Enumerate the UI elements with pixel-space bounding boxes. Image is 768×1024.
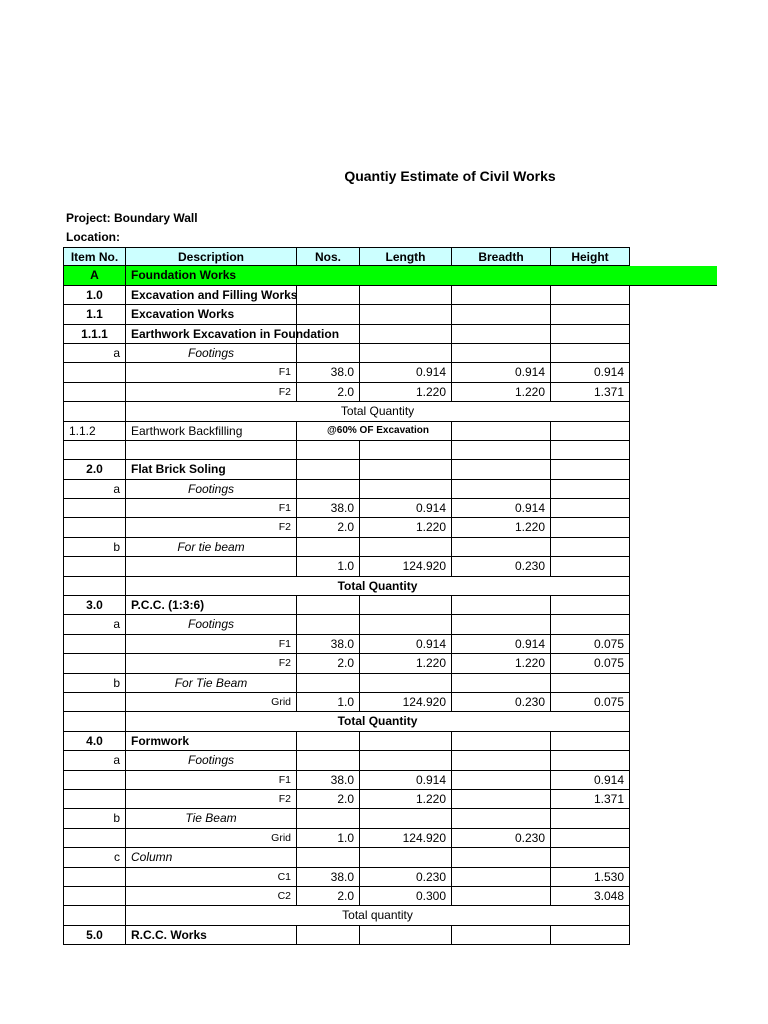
height-cell — [551, 499, 630, 518]
item-no-cell — [63, 712, 126, 731]
length-cell — [360, 305, 452, 324]
location-label: Location: — [66, 230, 120, 244]
header-height: Height — [551, 247, 630, 266]
nos-cell — [297, 596, 360, 615]
nos-cell: 38.0 — [297, 771, 360, 790]
header-description: Description — [126, 247, 297, 266]
height-cell: 0.914 — [551, 363, 630, 382]
length-cell — [360, 926, 452, 945]
length-cell: 124.920 — [360, 557, 452, 576]
height-cell — [551, 674, 630, 693]
nos-cell: 38.0 — [297, 868, 360, 887]
breadth-cell — [452, 305, 551, 324]
height-cell — [551, 422, 630, 441]
length-cell — [360, 441, 452, 460]
breadth-cell — [452, 771, 551, 790]
breadth-cell — [452, 325, 551, 344]
length-cell — [360, 460, 452, 479]
breadth-cell — [452, 460, 551, 479]
item-no-cell — [63, 499, 126, 518]
height-cell: 1.371 — [551, 383, 630, 402]
height-cell — [551, 596, 630, 615]
description-cell: C1 — [126, 868, 297, 887]
breadth-cell — [452, 615, 551, 634]
height-cell — [551, 926, 630, 945]
nos-cell — [297, 286, 360, 305]
breadth-cell: 1.220 — [452, 518, 551, 537]
item-no-cell: b — [63, 538, 126, 557]
item-no-cell: 1.0 — [63, 286, 126, 305]
item-no-cell: c — [63, 848, 126, 867]
nos-cell: 2.0 — [297, 383, 360, 402]
item-no-cell — [63, 577, 126, 596]
description-cell: C2 — [126, 887, 297, 906]
description-cell: Footings — [126, 751, 297, 770]
length-cell — [360, 615, 452, 634]
description-cell: For Tie Beam — [126, 674, 297, 693]
length-cell: 0.914 — [360, 499, 452, 518]
length-cell: 1.220 — [360, 518, 452, 537]
description-cell — [126, 441, 297, 460]
breadth-cell: 1.220 — [452, 654, 551, 673]
description-cell: Footings — [126, 480, 297, 499]
nos-cell — [297, 674, 360, 693]
item-no-cell: 2.0 — [63, 460, 126, 479]
total-quantity-label: Total Quantity — [126, 712, 630, 731]
description-cell — [126, 557, 297, 576]
length-cell — [360, 732, 452, 751]
description-cell: F2 — [126, 518, 297, 537]
item-no-cell: b — [63, 674, 126, 693]
nos-cell: 38.0 — [297, 635, 360, 654]
page-title: Quantiy Estimate of Civil Works — [344, 168, 556, 184]
description-cell: Foundation Works — [131, 268, 237, 283]
nos-cell — [297, 325, 360, 344]
item-no-cell — [63, 557, 126, 576]
item-no-cell: 4.0 — [63, 732, 126, 751]
length-cell — [360, 480, 452, 499]
height-cell — [551, 557, 630, 576]
nos-cell: 1.0 — [297, 829, 360, 848]
breadth-cell — [452, 809, 551, 828]
description-cell: Excavation and Filling Works — [126, 286, 297, 305]
nos-cell — [297, 751, 360, 770]
description-cell: F1 — [126, 363, 297, 382]
item-no-cell: a — [63, 344, 126, 363]
project-label: Project: Boundary Wall — [66, 211, 198, 225]
item-no-cell: 1.1.2 — [63, 422, 126, 441]
nos-cell — [297, 480, 360, 499]
breadth-cell — [452, 286, 551, 305]
note-cell: @60% OF Excavation — [297, 422, 452, 441]
height-cell — [551, 460, 630, 479]
height-cell — [551, 751, 630, 770]
breadth-cell — [452, 441, 551, 460]
length-cell — [360, 751, 452, 770]
height-cell — [551, 286, 630, 305]
description-cell: Footings — [126, 615, 297, 634]
nos-cell: 2.0 — [297, 654, 360, 673]
height-cell: 0.914 — [551, 771, 630, 790]
description-cell: F2 — [126, 654, 297, 673]
description-cell: Formwork — [126, 732, 297, 751]
nos-cell — [297, 538, 360, 557]
breadth-cell — [452, 596, 551, 615]
breadth-cell — [452, 732, 551, 751]
length-cell — [360, 674, 452, 693]
length-cell: 0.914 — [360, 363, 452, 382]
height-cell — [551, 538, 630, 557]
breadth-cell: 0.230 — [452, 829, 551, 848]
breadth-cell: 0.230 — [452, 557, 551, 576]
height-cell — [551, 518, 630, 537]
length-cell: 124.920 — [360, 829, 452, 848]
length-cell — [360, 325, 452, 344]
description-cell: Excavation Works — [126, 305, 297, 324]
length-cell — [360, 848, 452, 867]
height-cell — [551, 615, 630, 634]
item-no-cell — [63, 829, 126, 848]
item-no-cell — [63, 868, 126, 887]
description-cell: Grid — [126, 829, 297, 848]
height-cell: 3.048 — [551, 887, 630, 906]
item-no-cell — [63, 518, 126, 537]
nos-cell: 1.0 — [297, 557, 360, 576]
item-no-cell — [63, 383, 126, 402]
breadth-cell — [452, 848, 551, 867]
nos-cell — [297, 344, 360, 363]
item-no-cell — [63, 771, 126, 790]
nos-cell — [297, 926, 360, 945]
length-cell: 1.220 — [360, 790, 452, 809]
item-no-cell: 5.0 — [63, 926, 126, 945]
header-length: Length — [360, 247, 452, 266]
height-cell — [551, 732, 630, 751]
item-no-cell: a — [63, 615, 126, 634]
item-no-cell — [63, 363, 126, 382]
length-cell — [360, 344, 452, 363]
breadth-cell — [452, 887, 551, 906]
height-cell — [551, 809, 630, 828]
breadth-cell — [452, 926, 551, 945]
item-no-cell — [63, 790, 126, 809]
length-cell: 1.220 — [360, 654, 452, 673]
nos-cell — [297, 809, 360, 828]
length-cell: 0.300 — [360, 887, 452, 906]
height-cell: 1.371 — [551, 790, 630, 809]
description-cell: F1 — [126, 771, 297, 790]
length-cell — [360, 538, 452, 557]
length-cell: 0.914 — [360, 635, 452, 654]
height-cell — [551, 480, 630, 499]
breadth-cell: 0.914 — [452, 363, 551, 382]
total-quantity-label: Total quantity — [126, 906, 630, 925]
breadth-cell: 0.914 — [452, 499, 551, 518]
description-cell: Earthwork Backfilling — [126, 422, 297, 441]
height-cell — [551, 325, 630, 344]
header-item-no: Item No. — [63, 247, 126, 266]
total-quantity-label: Total Quantity — [126, 577, 630, 596]
item-no-cell: b — [63, 809, 126, 828]
item-no-cell — [63, 906, 126, 925]
description-cell: Grid — [126, 693, 297, 712]
nos-cell — [297, 732, 360, 751]
breadth-cell: 1.220 — [452, 383, 551, 402]
nos-cell: 2.0 — [297, 518, 360, 537]
header-breadth: Breadth — [452, 247, 551, 266]
length-cell: 1.220 — [360, 383, 452, 402]
description-cell: R.C.C. Works — [126, 926, 297, 945]
item-no-cell: 3.0 — [63, 596, 126, 615]
item-no-cell — [63, 441, 126, 460]
nos-cell — [297, 460, 360, 479]
item-no-cell — [63, 402, 126, 421]
length-cell: 0.230 — [360, 868, 452, 887]
item-no-cell: 1.1 — [63, 305, 126, 324]
breadth-cell — [452, 790, 551, 809]
height-cell: 0.075 — [551, 654, 630, 673]
height-cell: 0.075 — [551, 693, 630, 712]
breadth-cell — [452, 422, 551, 441]
description-cell: F2 — [126, 383, 297, 402]
breadth-cell: 0.914 — [452, 635, 551, 654]
nos-cell — [297, 441, 360, 460]
description-cell: For tie beam — [126, 538, 297, 557]
nos-cell — [297, 848, 360, 867]
description-cell: Tie Beam — [126, 809, 297, 828]
length-cell: 124.920 — [360, 693, 452, 712]
nos-cell: 1.0 — [297, 693, 360, 712]
height-cell — [551, 829, 630, 848]
length-cell — [360, 596, 452, 615]
nos-cell — [297, 615, 360, 634]
description-cell: Flat Brick Soling — [126, 460, 297, 479]
length-cell — [360, 286, 452, 305]
height-cell — [551, 344, 630, 363]
description-cell: F2 — [126, 790, 297, 809]
nos-cell — [297, 305, 360, 324]
item-no-cell — [63, 887, 126, 906]
item-no-cell — [63, 635, 126, 654]
item-no-cell — [63, 654, 126, 673]
length-cell: 0.914 — [360, 771, 452, 790]
item-no-cell: a — [63, 751, 126, 770]
total-quantity-label: Total Quantity — [126, 402, 630, 421]
nos-cell: 2.0 — [297, 790, 360, 809]
breadth-cell — [452, 480, 551, 499]
item-no-cell — [63, 693, 126, 712]
description-cell: F1 — [126, 635, 297, 654]
breadth-cell — [452, 674, 551, 693]
length-cell — [360, 809, 452, 828]
nos-cell: 38.0 — [297, 499, 360, 518]
breadth-cell — [452, 751, 551, 770]
item-no-cell: A — [63, 266, 126, 285]
header-nos: Nos. — [297, 247, 360, 266]
height-cell: 1.530 — [551, 868, 630, 887]
description-cell: Earthwork Excavation in Foundation — [126, 325, 297, 344]
item-no-cell: 1.1.1 — [63, 325, 126, 344]
breadth-cell — [452, 344, 551, 363]
breadth-cell — [452, 868, 551, 887]
nos-cell: 2.0 — [297, 887, 360, 906]
breadth-cell: 0.230 — [452, 693, 551, 712]
height-cell: 0.075 — [551, 635, 630, 654]
description-cell: F1 — [126, 499, 297, 518]
item-no-cell: a — [63, 480, 126, 499]
height-cell — [551, 848, 630, 867]
description-cell: Footings — [126, 344, 297, 363]
description-cell: P.C.C. (1:3:6) — [126, 596, 297, 615]
breadth-cell — [452, 538, 551, 557]
description-cell: Column — [126, 848, 297, 867]
height-cell — [551, 441, 630, 460]
height-cell — [551, 305, 630, 324]
nos-cell: 38.0 — [297, 363, 360, 382]
